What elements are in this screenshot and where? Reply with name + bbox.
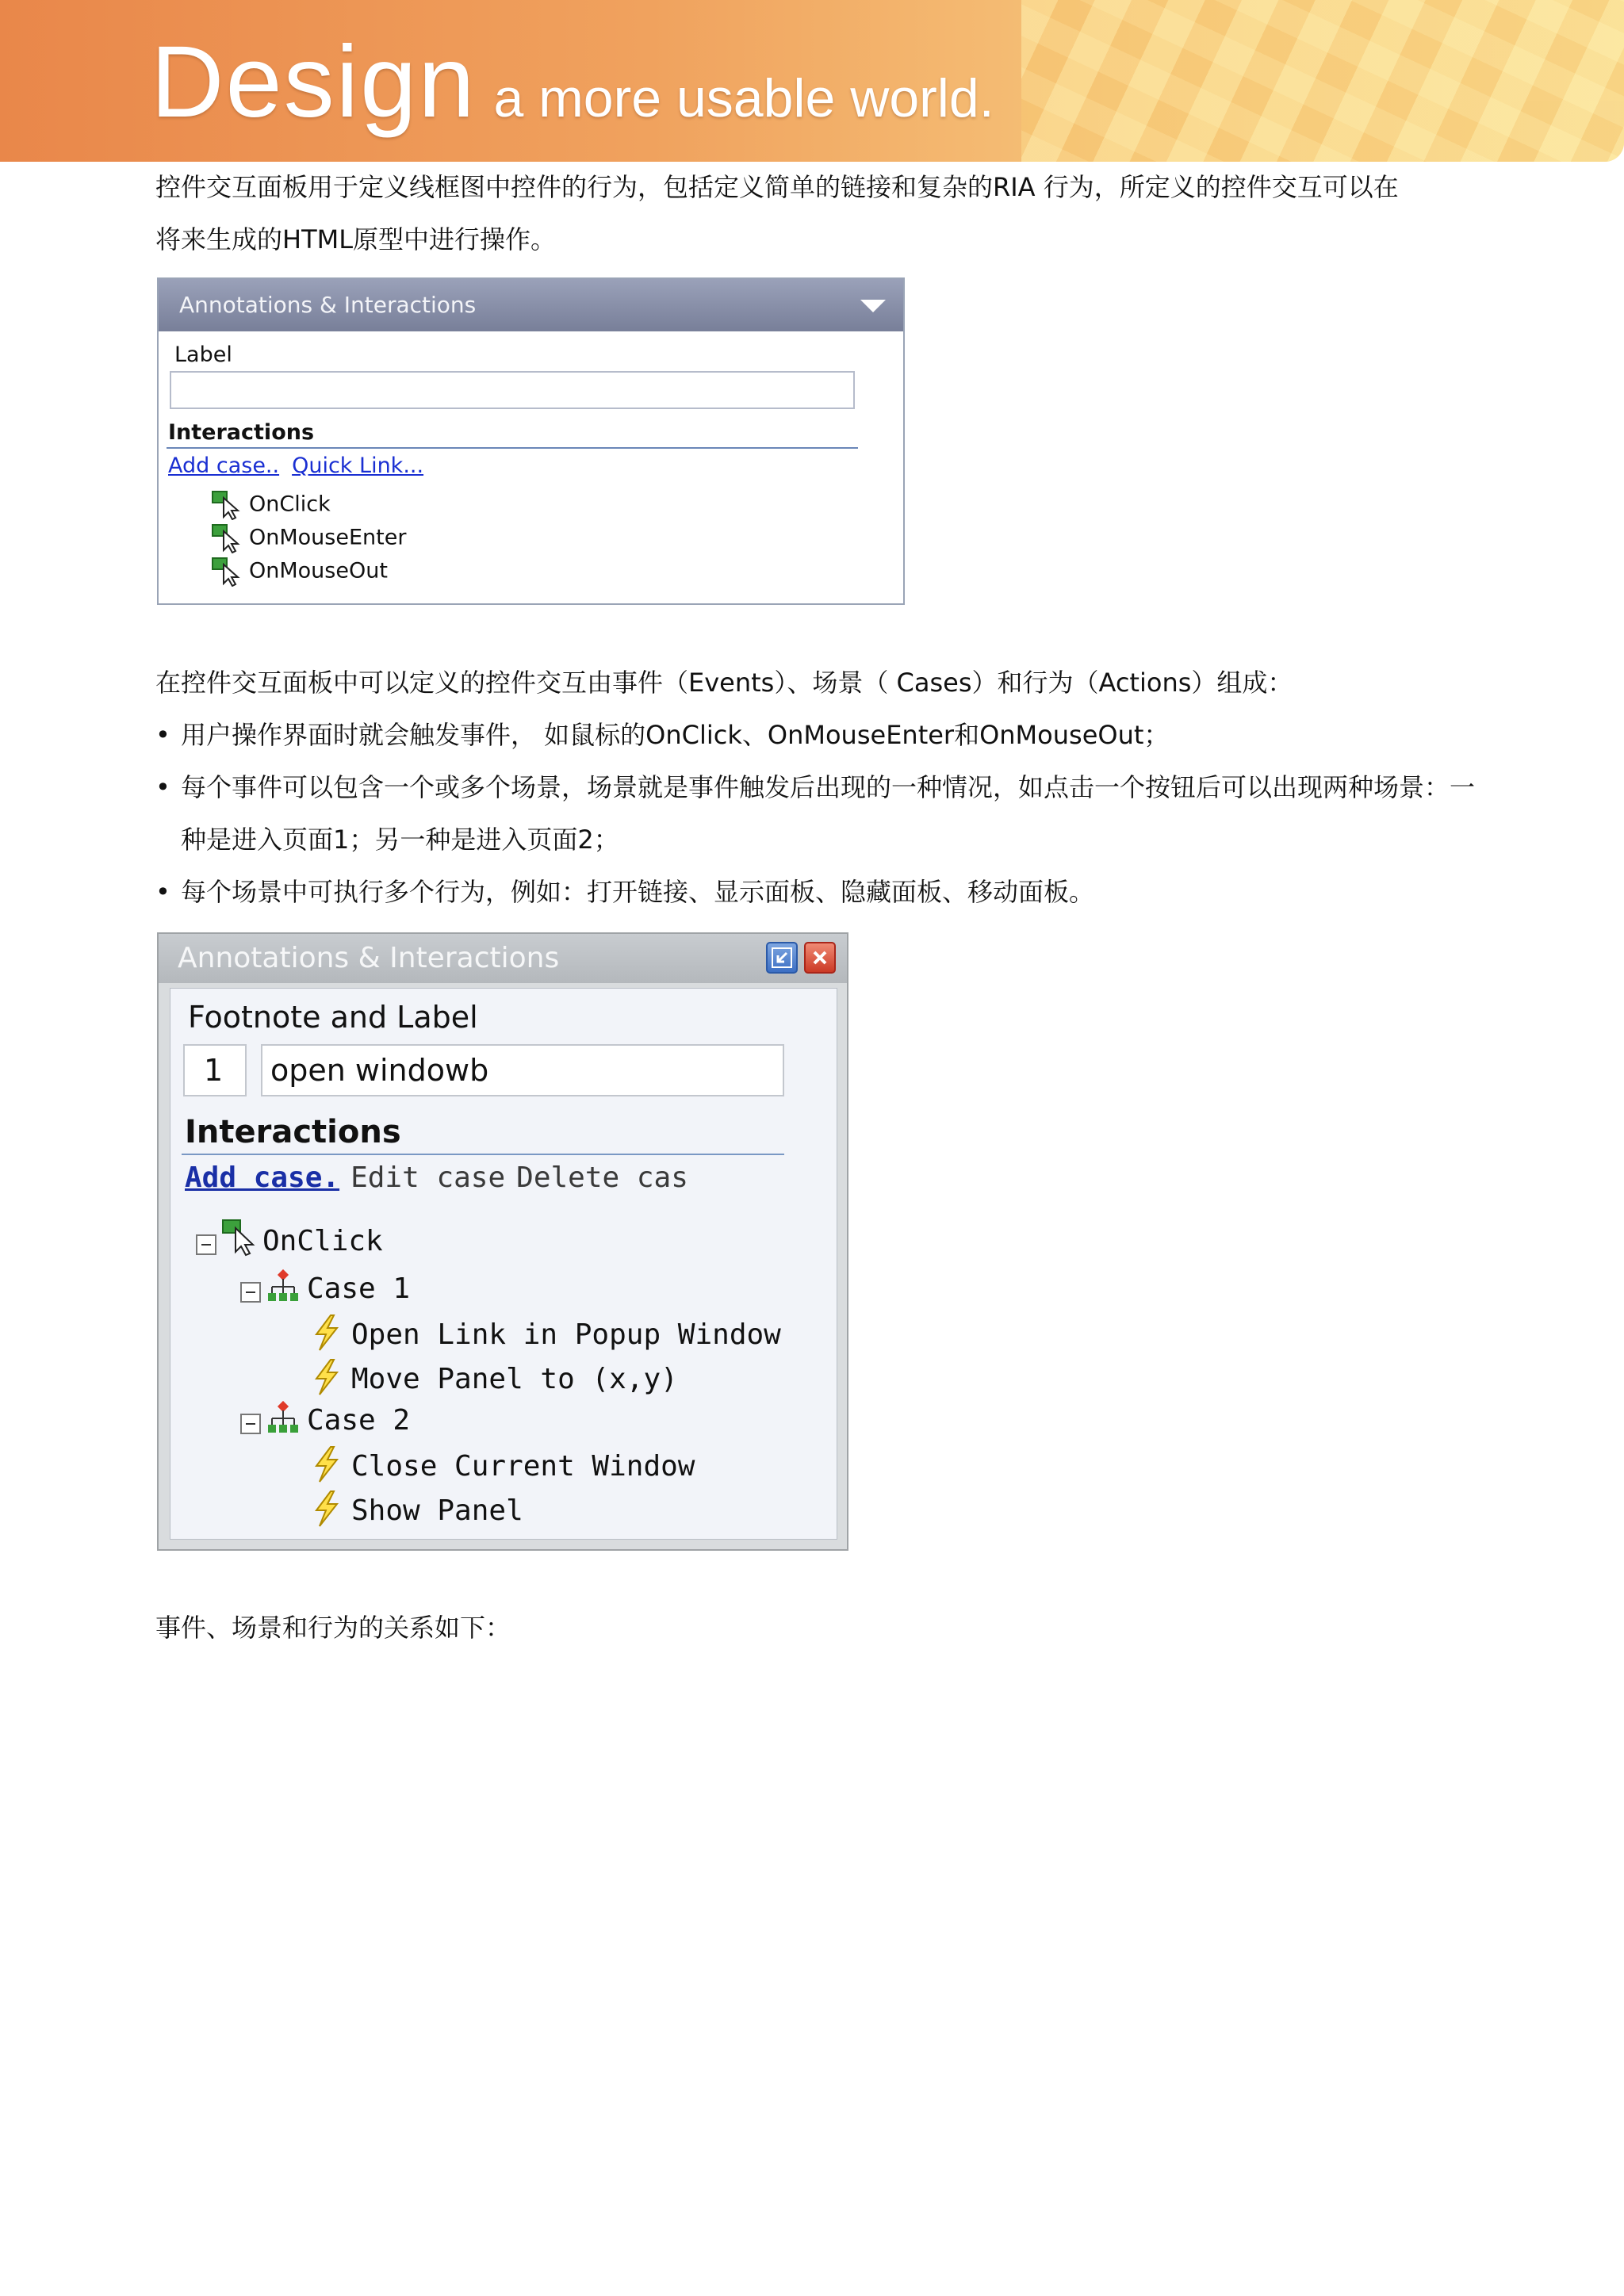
events-cases-actions-summary: 在控件交互面板中可以定义的控件交互由事件（Events）、场景（ Cases）和行为（Actions）组成： — [155, 668, 1293, 698]
event-label: OnMouseOut — [249, 558, 388, 584]
quick-link-link[interactable]: Quick Link... — [292, 453, 424, 478]
case-tree-icon — [266, 1269, 301, 1304]
action-lightning-icon — [310, 1358, 342, 1396]
bullet-mark: • — [155, 772, 170, 802]
tree-case-1[interactable]: Case 1 — [307, 1272, 411, 1305]
label-input[interactable] — [170, 371, 855, 409]
dock-arrow-icon — [771, 947, 793, 969]
tree-action[interactable]: Show Panel — [351, 1494, 523, 1527]
event-label: OnClick — [249, 492, 331, 517]
action-lightning-icon — [310, 1314, 342, 1352]
case-tree-icon — [266, 1401, 301, 1436]
interaction-links — [168, 453, 436, 478]
collapse-toggle-icon[interactable] — [240, 1414, 261, 1434]
tree-action[interactable]: Open Link in Popup Window — [351, 1318, 781, 1351]
delete-case-link[interactable]: Delete cas — [516, 1161, 688, 1194]
collapse-toggle-icon[interactable] — [196, 1234, 216, 1255]
action-lightning-icon — [310, 1490, 342, 1528]
event-cursor-icon — [211, 557, 243, 587]
action-lightning-icon — [310, 1445, 342, 1483]
event-onmouseenter[interactable] — [211, 523, 406, 553]
annotations-panel-simple — [157, 277, 905, 605]
event-cursor-icon — [221, 1219, 256, 1257]
bullet-item — [155, 709, 1496, 761]
footnote-label-caption: Footnote and Label — [188, 1000, 478, 1035]
close-icon — [809, 947, 831, 969]
banner-title-design: Design — [151, 25, 477, 139]
intro-line-2: 将来生成的HTML原型中进行操作。 — [155, 224, 557, 254]
banner-tagline: a more usable world. — [493, 68, 994, 128]
bullet-text: 每个事件可以包含一个或多个场景，场景就是事件触发后出现的一种情况，如点击一个按钮后可以出现两种场景：一种是进入页面1；另一种是进入页面2； — [181, 772, 1476, 855]
bullet-mark: • — [155, 720, 170, 750]
event-onmouseout[interactable] — [211, 557, 388, 587]
bullet-item — [155, 761, 1496, 866]
event-cursor-icon — [211, 523, 243, 553]
relationship-intro-text: 事件、场景和行为的关系如下： — [155, 1613, 511, 1643]
header-banner — [0, 0, 1624, 162]
interactions-heading: Interactions — [185, 1114, 401, 1150]
interactions-heading: Interactions — [168, 420, 315, 445]
label-caption: Label — [174, 342, 232, 367]
case-toolbar — [185, 1161, 688, 1194]
close-button[interactable] — [804, 942, 836, 974]
event-cursor-icon — [211, 490, 243, 520]
banner-title — [151, 24, 994, 140]
collapse-arrow-icon[interactable] — [860, 300, 886, 312]
tree-event-onclick[interactable]: OnClick — [262, 1225, 383, 1257]
tree-action[interactable]: Move Panel to (x,y) — [351, 1363, 678, 1395]
bullet-text: 每个场景中可执行多个行为，例如：打开链接、显示面板、隐藏面板、移动面板。 — [181, 877, 1095, 907]
sticky-notes-decoration — [1021, 0, 1624, 162]
intro-line-1: 控件交互面板用于定义线框图中控件的行为，包括定义简单的链接和复杂的RIA 行为，所定义的控件交互可以在 — [155, 172, 1399, 202]
event-onclick[interactable] — [211, 490, 331, 520]
bullet-item — [155, 866, 1496, 918]
tree-action[interactable]: Close Current Window — [351, 1450, 695, 1483]
annotations-panel-detailed — [157, 932, 848, 1551]
panel-title: Annotations & Interactions — [179, 292, 477, 318]
bullet-text: 用户操作界面时就会触发事件， 如鼠标的OnClick、OnMouseEnter和OnMouseOut； — [181, 720, 1170, 750]
dock-button[interactable] — [766, 942, 798, 974]
tree-case-2[interactable]: Case 2 — [307, 1404, 411, 1437]
add-case-link[interactable]: Add case. — [185, 1161, 340, 1194]
label-field[interactable]: open windowb — [261, 1044, 784, 1096]
panel-header[interactable] — [159, 279, 903, 331]
add-case-link[interactable]: Add case.. — [168, 453, 280, 478]
interactions-divider — [167, 447, 858, 449]
interactions-divider — [182, 1154, 784, 1155]
panel-body — [170, 988, 837, 1540]
panel-header[interactable] — [159, 934, 847, 983]
collapse-toggle-icon[interactable] — [240, 1282, 261, 1303]
footnote-number-field[interactable]: 1 — [183, 1044, 247, 1096]
edit-case-link[interactable]: Edit case — [350, 1161, 506, 1194]
event-label: OnMouseEnter — [249, 525, 407, 550]
panel-title: Annotations & Interactions — [178, 942, 560, 974]
bullet-mark: • — [155, 877, 170, 907]
